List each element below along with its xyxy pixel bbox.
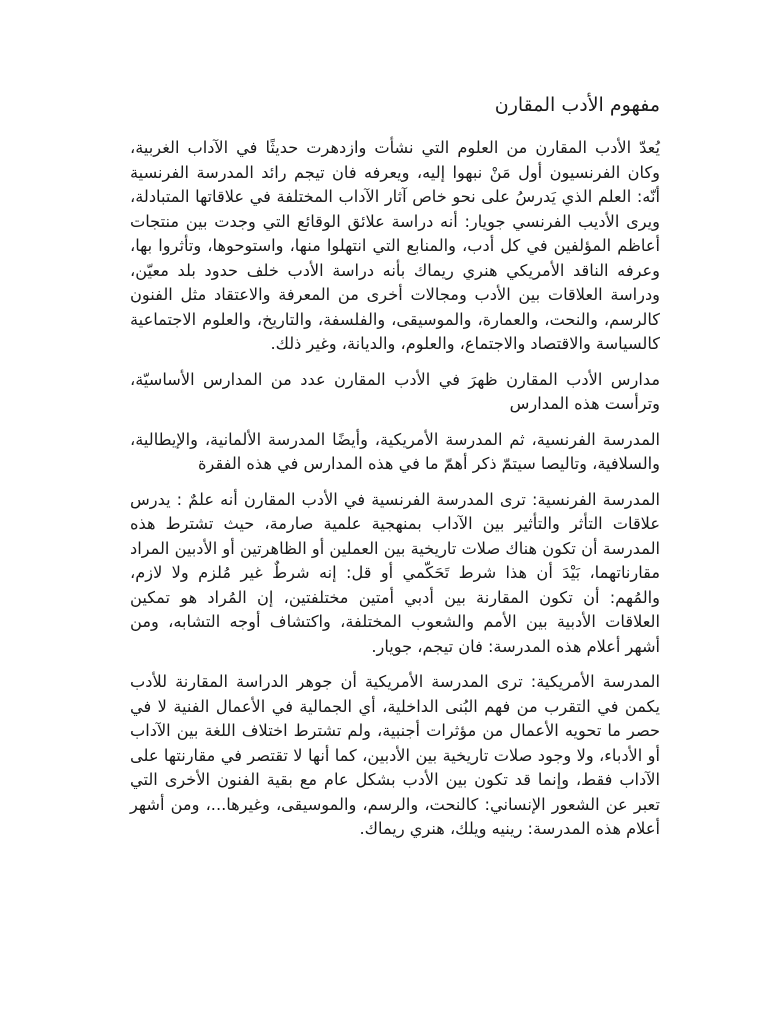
paragraph-french-school: المدرسة الفرنسية: ترى المدرسة الفرنسية في الأدب المقارن أنه علمٌ : يدرس علاقات التأثر والتأثير بين الآداب بمنهجية علمية صارمة، حيث تشترط هذه المدرسة أن تكون هناك صلات تاريخية بين العملين أو الظاهرتين أو الأدبين المراد مقارناتهما، بَيْدَ أن هذا شرط تَحَكّمي أو قل: إنه شرطٌ غير مُلزم ولا لازم، والمُهم: أن تكون المقارنة بين أدبي أمتين مختلفتين، إن المُراد هو تمكين العلاقات الأدبية بين الأمم والشعوب المختلفة، واكتشاف أوجه التشابه، ومن أشهر أعلام هذه المدرسة: فان تيجم، جويار. — [130, 489, 660, 656]
paragraph-american-school: المدرسة الأمريكية: ترى المدرسة الأمريكية أن جوهر الدراسة المقارنة للأدب يكمن في التقرب من فهم البُنى الداخلية، أي الجمالية في الأعمال الفنية لا في حصر ما تحويه الأعمال من مؤثرات أجنبية، ولم تشترط اختلاف اللغة بين الآداب أو الأدباء، ولا وجود صلات تاريخية بين الأدبين، كما أنها لا تقتصر في مقارنتها على الآداب فقط، وإنما قد تكون بين الأدب بشكل عام مع بقية الفنون الأخرى التي تعبر عن الشعور الإنساني: كالنحت، والرسم، والموسيقى، وغيرها...، ومن أشهر أعلام هذه المدرسة: رينيه ويلك، هنري ريماك. — [130, 672, 660, 838]
document-title: مفهوم الأدب المقارن — [494, 94, 660, 116]
paragraph-schools-list: المدرسة الفرنسية، ثم المدرسة الأمريكية، وأيضًا المدرسة الألمانية، والإيطالية، والسلافية، وتاليصا سيتمّ ذكر أهمّ ما في هذه المدارس في هذه الفقرة — [130, 429, 660, 473]
paragraph-schools-intro: مدارس الأدب المقارن ظهرَ في الأدب المقارن عدد من المدارس الأساسيّة، وترأست هذه المدارس — [130, 369, 660, 413]
paragraph-definition: يُعدّ الأدب المقارن من العلوم التي نشأت وازدهرت حديثًا في الآداب الغربية، وكان الفرنسيون أول مَنْ نبهوا إليه، ويعرفه فان تيجم رائد المدرسة الفرنسية أنّه: العلم الذي يَدرسُ على نحو خاص آثار الآداب المختلفة في علاقاتها المتبادلة، ويرى الأديب الفرنسي جويار: أنه دراسة علائق الوقائع التي وجدت بين منتجات أعاظم المؤلفين في كل أدب، والمنابع التي انتهلوا منها، واستوحوها، وتأثروا بها، وعرفه الناقد الأمريكي هنري ريماك بأنه دراسة الأدب خلف حدود بلد معيّن، ودراسة العلاقات بين الأدب ومجالات أخرى من المعرفة والاعتقاد مثل الفنون كالرسم، والنحت، والعمارة، والموسيقى، والفلسفة، والتاريخ، والعلوم الاجتماعية كالسياسة والاقتصاد والاجتماع، والعلوم، والديانة، وغير ذلك. — [130, 138, 660, 353]
